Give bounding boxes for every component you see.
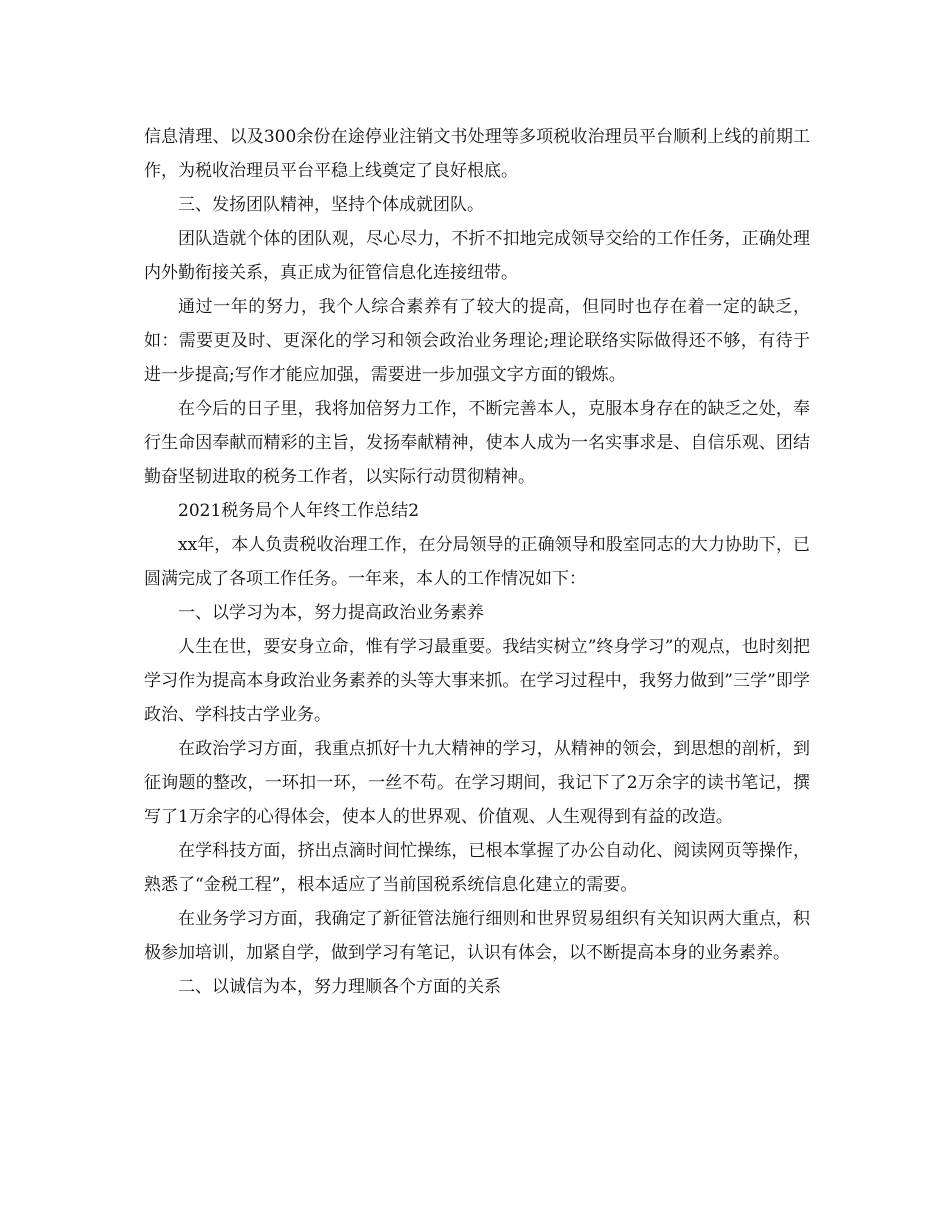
paragraph: xx年，本人负责税收治理工作，在分局领导的正确领导和股室同志的大力协助下，已圆满完成了各项工作任务。一年来，本人的工作情况如下： — [144, 535, 810, 589]
paragraph: 三、发扬团队精神，坚持个体成就团队。 — [178, 195, 484, 215]
section-heading: 二、以诚信为本，努力理顺各个方面的关系 — [178, 977, 501, 997]
paragraph: 人生在世，要安身立命，惟有学习最重要。我结实树立”终身学习”的观点，也时刻把学习作为提高本身政治业务素养的头等大事来抓。在学习过程中，我努力做到”三学”即学政治、学科技古学业务。 — [144, 637, 810, 725]
section-title: 2021税务局个人年终工作总结2 — [178, 501, 420, 521]
paragraph: 通过一年的努力，我个人综合素养有了较大的提高，但同时也存在着一定的缺乏，如：需要更及时、更深化的学习和领会政治业务理论;理论联络实际做得还不够，有待于进一步提高;写作才能应加强，需要进一步加强文字方面的锻炼。 — [144, 297, 810, 385]
paragraph: 在政治学习方面，我重点抓好十九大精神的学习，从精神的领会，到思想的剖析，到征询题的整改，一环扣一环，一丝不苟。在学习期间，我记下了2万余字的读书笔记，撰写了1万余字的心得体会，使本人的世界观、价值观、人生观得到有益的改造。 — [144, 739, 810, 827]
document-body — [144, 120, 810, 1004]
section-heading: 一、以学习为本，努力提高政治业务素养 — [178, 603, 484, 623]
paragraph: 在学科技方面，挤出点滴时间忙操练，已根本掌握了办公自动化、阅读网页等操作，熟悉了“金税工程”，根本适应了当前国税系统信息化建立的需要。 — [144, 841, 810, 895]
paragraph: 在业务学习方面，我确定了新征管法施行细则和世界贸易组织有关知识两大重点，积极参加培训，加紧自学，做到学习有笔记，认识有体会，以不断提高本身的业务素养。 — [144, 909, 810, 963]
paragraph: 在今后的日子里，我将加倍努力工作，不断完善本人，克服本身存在的缺乏之处，奉行生命因奉献而精彩的主旨，发扬奉献精神，使本人成为一名实事求是、自信乐观、团结勤奋坚韧进取的税务工作者，以实际行动贯彻精神。 — [144, 399, 810, 487]
paragraph: 团队造就个体的团队观，尽心尽力，不折不扣地完成领导交给的工作任务，正确处理内外勤衔接关系，真正成为征管信息化连接纽带。 — [144, 229, 810, 283]
paragraph: 信息清理、以及300余份在途停业注销文书处理等多项税收治理员平台顺利上线的前期工作，为税收治理员平台平稳上线奠定了良好根底。 — [144, 127, 810, 181]
